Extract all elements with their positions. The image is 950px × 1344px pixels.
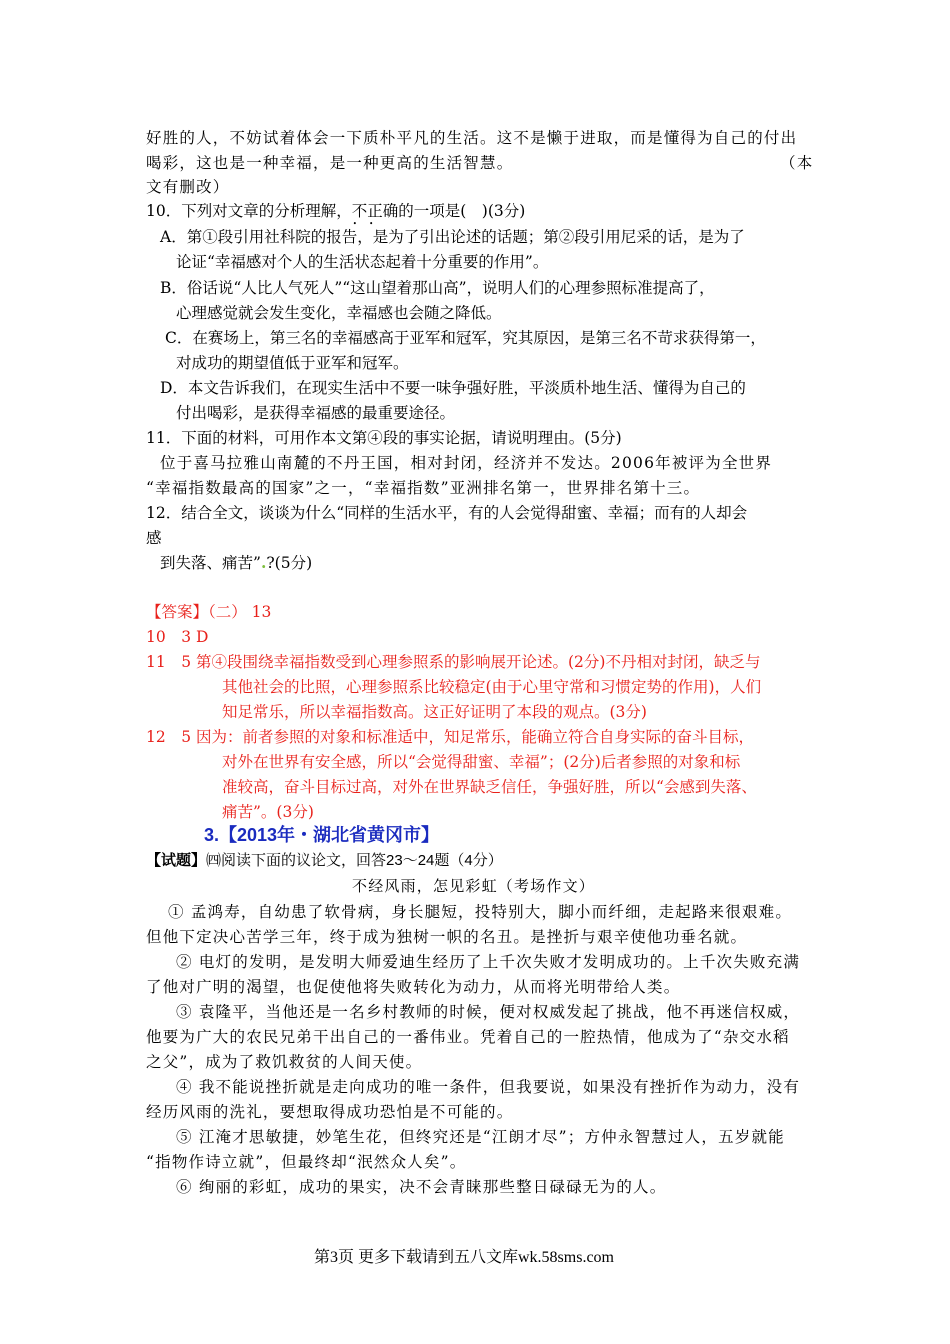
answer-heading: 【答案】（二） 13 — [146, 603, 272, 621]
q10-stem-emphasis: 不正确 • • — [352, 200, 399, 222]
question-12-stem: 12．结合全文，谈谈为什么“同样的生活水平，有的人会觉得甜蜜、幸福；而有的人却会 — [146, 504, 748, 522]
q10-option-a: A．第①段引用社科院的报告，是为了引出论述的话题；第②段引用尼采的话，是为了 — [160, 228, 745, 246]
section-3-intro-text: ㈣阅读下面的议论文，回答23～24题（4分） — [206, 852, 503, 869]
essay-para-4-cont: 经历风雨的洗礼，要想取得成功恐怕是不可能的。 — [146, 1103, 514, 1121]
essay-title: 不经风雨，怎见彩虹（考场作文） — [352, 877, 596, 895]
essay-para-3-cont: 他要为广大的农民兄弟干出自己的一番伟业。凭着自己的一腔热情，他成为了“杂交水稻 — [146, 1028, 790, 1046]
q10-stem-after: 的一项是( )(3分) — [398, 202, 526, 220]
essay-para-2-cont: 了他对广明的渴望，也促使他将失败转化为动力，从而将光明带给人类。 — [146, 978, 681, 996]
q10-option-d: D．本文告诉我们，在现实生活中不要一味争强好胜，平淡质朴地生活、懂得为自己的 — [160, 379, 746, 397]
q10-stem-before: 10．下列对文章的分析理解， — [146, 202, 352, 220]
question-10-stem — [146, 200, 525, 222]
section-3-intro — [146, 850, 503, 872]
q10-option-b: B．俗话说“人比人气死人”“这山望着那山高”，说明人们的心理参照标准提高了， — [160, 279, 715, 297]
para-line: （本 — [780, 154, 814, 172]
question-12-stem-end — [160, 552, 312, 574]
page-footer: 第3页 更多下载请到五八文库wk.58sms.com — [314, 1249, 615, 1266]
answer-12-cont: 准较高，奋斗目标过高，对外在世界缺乏信任，争强好胜，所以“会感到失落、 — [222, 778, 757, 796]
essay-para-1-cont: 但他下定决心苦学三年，终于成为独树一帜的名丑。是挫折与艰辛使他功垂名就。 — [146, 928, 748, 946]
answer-12-cont: 痛苦”。(3分) — [222, 803, 314, 821]
q10-option-b-cont: 心理感觉就会发生变化，幸福感也会随之降低。 — [176, 304, 502, 322]
para-line: 喝彩，这也是一种幸福，是一种更高的生活智慧。 — [146, 154, 514, 172]
answer-12-cont: 对外在世界有安全感，所以“会觉得甜蜜、幸福”；(2分)后者参照的对象和标 — [222, 753, 741, 771]
essay-para-4: ④ 我不能说挫折就是走向成功的唯一条件，但我要说，如果没有挫折作为动力，没有 — [176, 1078, 801, 1096]
para-line: 好胜的人，不妨试着体会一下质朴平凡的生活。这不是懒于进取，而是懂得为自己的付出 — [146, 129, 798, 147]
answer-11: 11 5 第④段围绕幸福指数受到心理参照系的影响展开论述。(2分)不丹相对封闭，缺乏与 — [146, 653, 761, 671]
essay-para-5: ⑤ 江淹才思敏捷，妙笔生花，但终究还是“江朗才尽”；方仲永智慧过人，五岁就能 — [176, 1128, 785, 1146]
essay-para-5-cont: “指物作诗立就”，但最终却“泯然众人矣”。 — [146, 1153, 467, 1171]
question-12-stem-cont: 感 — [146, 529, 162, 547]
section-3-intro-tag: 【试题】 — [146, 852, 207, 869]
q10-option-a-cont: 论证“幸福感对个人的生活状态起着十分重要的作用”。 — [176, 253, 549, 271]
para-line: 文有删改） — [146, 178, 230, 196]
answer-10: 10 3 D — [146, 628, 209, 646]
answer-11-cont: 其他社会的比照，心理参照系比较稳定(由于心里守常和习惯定势的作用)，人们 — [222, 678, 762, 696]
section-3-title: 3.【2013年・湖北省黄冈市】 — [204, 825, 440, 845]
q11-material-cont: “幸福指数最高的国家”之一，“幸福指数”亚洲排名第一，世界排名第十三。 — [146, 479, 701, 497]
q10-option-c: C．在赛场上，第三名的幸福感高于亚军和冠军，究其原因，是第三名不苛求获得第一， — [165, 329, 766, 347]
q12-text: 到失落、痛苦” — [160, 554, 261, 572]
question-11-stem: 11．下面的材料，可用作本文第④段的事实论据，请说明理由。(5分) — [146, 429, 622, 447]
essay-para-3: ③ 袁隆平，当他还是一名乡村教师的时候，便对权威发起了挑战，他不再迷信权威， — [176, 1003, 801, 1021]
essay-para-3-cont: 之父”，成为了救饥救贫的人间天使。 — [146, 1053, 423, 1071]
q12-points: ?(5分) — [266, 554, 313, 572]
q11-material: 位于喜马拉雅山南麓的不丹王国，相对封闭，经济并不发达。2006年被评为全世界 — [160, 454, 773, 472]
q10-option-d-cont: 付出喝彩，是获得幸福感的最重要途径。 — [176, 404, 456, 422]
answer-11-cont: 知足常乐，所以幸福指数高。这正好证明了本段的观点。(3分) — [222, 703, 647, 721]
essay-para-6: ⑥ 绚丽的彩虹，成功的果实，决不会青睐那些整日碌碌无为的人。 — [176, 1178, 667, 1196]
essay-para-1: ① 孟鸿寿，自幼患了软骨病，身长腿短，投特别大，脚小而纤细，走起路来很艰难。 — [168, 903, 793, 921]
essay-para-2: ② 电灯的发明，是发明大师爱迪生经历了上千次失败才发明成功的。上千次失败充满 — [176, 953, 801, 971]
q10-option-c-cont: 对成功的期望值低于亚军和冠军。 — [176, 354, 409, 372]
q12-mark: . — [260, 553, 267, 572]
answer-12: 12 5 因为：前者参照的对象和标准适中，知足常乐，能确立符合自身实际的奋斗目标， — [146, 728, 755, 746]
